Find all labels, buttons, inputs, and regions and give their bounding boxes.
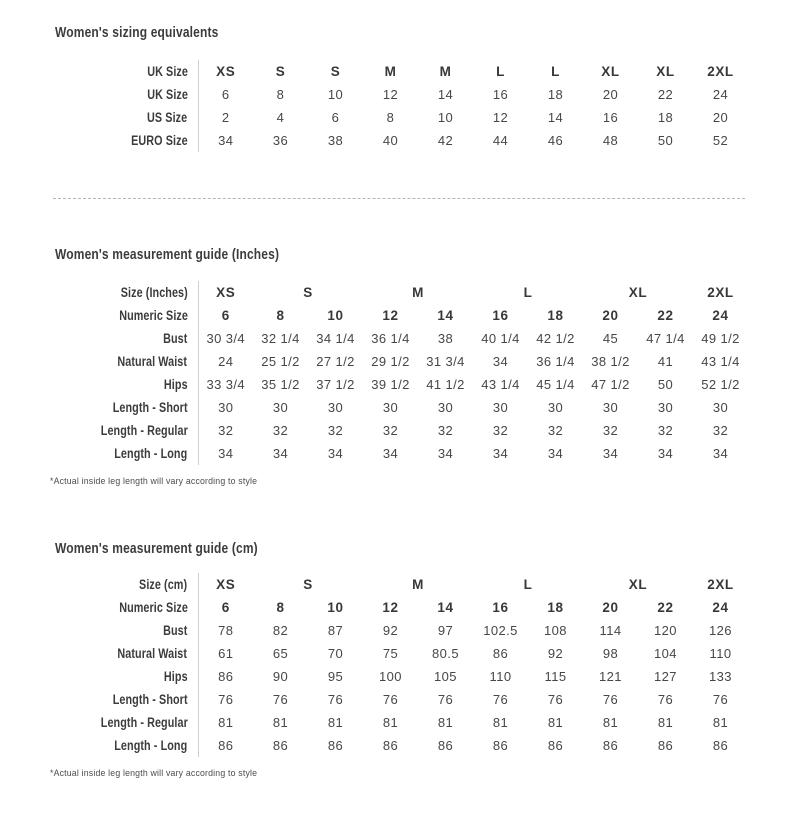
value-cell: 8 [276, 600, 285, 615]
table-row [48, 688, 748, 711]
row-label-text: Size (cm) [139, 577, 188, 592]
value-cell: 36 [272, 133, 289, 148]
value-cell: 47 1/4 [646, 331, 685, 346]
section-title-text: Women's measurement guide (Inches) [55, 246, 280, 263]
value-cell: 36 1/4 [536, 354, 575, 369]
value-cell: 20 [602, 600, 619, 615]
value-cell: 81 [602, 715, 619, 730]
value-cell: 81 [657, 715, 674, 730]
value-cell: 81 [547, 715, 564, 730]
table-row [48, 281, 748, 304]
value-cell: 98 [602, 646, 619, 661]
row-label-text: Length - Long [114, 738, 188, 753]
value-cell: 115 [544, 669, 567, 684]
table-row [48, 596, 748, 619]
row-label-text: Natural Waist [117, 646, 188, 661]
sizing-equivalents-section [0, 24, 785, 152]
row-label-text: Numeric Size [118, 600, 188, 615]
value-cell: L [496, 64, 505, 79]
value-cell: 34 [382, 446, 399, 461]
value-cell: 22 [657, 87, 674, 102]
table-row [48, 642, 748, 665]
value-cell: 25 1/2 [261, 354, 300, 369]
row-label-text: Size (Inches) [120, 285, 188, 300]
value-cell: 105 [434, 669, 457, 684]
value-cell: M [384, 64, 397, 79]
value-cell: 30 [602, 400, 619, 415]
sizing-page [0, 24, 785, 779]
value-cell: 34 [657, 446, 674, 461]
value-cell: 12 [382, 87, 399, 102]
row-label [48, 573, 198, 596]
row-label [48, 304, 198, 327]
row-label-text: EURO Size [130, 133, 188, 148]
measurement-inches-table [48, 281, 748, 465]
row-label-text: Hips [163, 377, 188, 392]
value-cell: 24 [712, 600, 729, 615]
value-cell: XL [656, 64, 675, 79]
value-cell: 86 [602, 738, 619, 753]
value-cell: 44 [492, 133, 509, 148]
value-cell: 86 [218, 738, 234, 753]
value-cell: 78 [218, 623, 234, 638]
table-row [48, 396, 748, 419]
size-group-cell: L [523, 577, 533, 592]
value-cell: 22 [657, 308, 674, 323]
value-cell: 41 [657, 354, 674, 369]
value-cell: 42 [437, 133, 454, 148]
value-cell: 81 [218, 715, 234, 730]
value-cell: 20 [602, 308, 619, 323]
size-group-cell: M [412, 577, 424, 592]
row-label-text: UK Size [146, 87, 188, 102]
value-cell: 18 [547, 87, 564, 102]
value-cell: 50 [657, 133, 674, 148]
row-label-text: Numeric Size [118, 308, 188, 323]
value-cell: 12 [382, 600, 399, 615]
value-cell: 38 [437, 331, 454, 346]
table-row [48, 442, 748, 465]
value-cell: 38 1/2 [591, 354, 630, 369]
value-cell: 47 1/2 [591, 377, 630, 392]
value-cell: 86 [382, 738, 399, 753]
value-cell: 2 [221, 110, 230, 125]
value-cell: 37 1/2 [316, 377, 355, 392]
value-cell: 32 1/4 [261, 331, 300, 346]
row-label [48, 596, 198, 619]
value-cell: 16 [602, 110, 619, 125]
table-row [48, 419, 748, 442]
value-cell: S [330, 64, 341, 79]
value-cell: 100 [379, 669, 402, 684]
row-label-text: Bust [163, 331, 188, 346]
value-cell: 31 3/4 [426, 354, 465, 369]
value-cell: 126 [709, 623, 732, 638]
value-cell: 36 1/4 [371, 331, 410, 346]
row-label-text: US Size [147, 110, 188, 125]
value-cell: 86 [437, 738, 454, 753]
value-cell: 92 [547, 646, 564, 661]
value-cell: 76 [272, 692, 289, 707]
section-title-measurement-inches [55, 246, 785, 263]
value-cell: 43 1/4 [701, 354, 740, 369]
value-cell: 121 [599, 669, 622, 684]
value-cell: 10 [327, 87, 344, 102]
row-label-text: Natural Waist [117, 354, 188, 369]
value-cell: 75 [382, 646, 399, 661]
value-cell: 97 [437, 623, 454, 638]
table-row [48, 106, 748, 129]
value-cell: 81 [437, 715, 454, 730]
value-cell: 76 [712, 692, 729, 707]
value-cell: 8 [276, 87, 285, 102]
value-cell: 32 [327, 423, 344, 438]
value-cell: 76 [547, 692, 564, 707]
dashed-divider [53, 198, 745, 199]
value-cell: 86 [492, 738, 509, 753]
value-cell: 10 [327, 308, 344, 323]
value-cell: 76 [657, 692, 674, 707]
table-row [48, 619, 748, 642]
row-label [48, 83, 198, 106]
value-cell: 92 [382, 623, 399, 638]
row-label-text: Length - Long [114, 446, 188, 461]
value-cell: 70 [327, 646, 344, 661]
value-cell: 32 [437, 423, 454, 438]
row-label [48, 642, 198, 665]
measurement-cm-section [0, 540, 785, 779]
value-cell: 110 [489, 669, 512, 684]
row-label-text: Bust [163, 623, 188, 638]
value-cell: 24 [712, 308, 729, 323]
value-cell: 30 [272, 400, 289, 415]
value-cell: 34 [327, 446, 344, 461]
value-cell: 81 [327, 715, 344, 730]
footnote-text: *Actual inside leg length will vary according to style [50, 768, 258, 779]
value-cell: 14 [437, 308, 454, 323]
value-cell: 14 [437, 87, 454, 102]
value-cell: 43 1/4 [481, 377, 520, 392]
row-label-text: Length - Short [112, 400, 188, 415]
value-cell: 86 [492, 646, 509, 661]
value-cell: 30 [657, 400, 674, 415]
size-group-cell: S [303, 577, 313, 592]
row-label [48, 619, 198, 642]
value-cell: 81 [382, 715, 399, 730]
value-cell: 32 [547, 423, 564, 438]
value-cell: 30 [712, 400, 729, 415]
value-cell: 34 [547, 446, 564, 461]
row-label [48, 106, 198, 129]
value-cell: 52 1/2 [701, 377, 740, 392]
value-cell: 24 [218, 354, 234, 369]
table-row [48, 83, 748, 106]
value-cell: 34 [218, 133, 234, 148]
value-cell: 108 [544, 623, 567, 638]
value-cell: 8 [276, 308, 285, 323]
row-label-text: Length - Short [112, 692, 188, 707]
value-cell: 12 [492, 110, 509, 125]
section-title-text: Women's measurement guide (cm) [55, 540, 258, 557]
value-cell: 86 [218, 669, 234, 684]
value-cell: 16 [492, 600, 509, 615]
value-cell: 32 [657, 423, 674, 438]
value-cell: 40 1/4 [481, 331, 520, 346]
value-cell: 16 [492, 87, 509, 102]
value-cell: 81 [712, 715, 729, 730]
value-cell: 34 [492, 446, 509, 461]
value-cell: 114 [599, 623, 622, 638]
value-cell: 81 [492, 715, 509, 730]
table-row [48, 304, 748, 327]
value-cell: 76 [382, 692, 399, 707]
value-cell: 29 1/2 [371, 354, 410, 369]
value-cell: 8 [386, 110, 395, 125]
row-label [48, 711, 198, 734]
value-cell: 127 [654, 669, 677, 684]
value-cell: 65 [272, 646, 289, 661]
value-cell: XS [216, 64, 236, 79]
row-label [48, 665, 198, 688]
section-title-sizing-equivalents [55, 24, 785, 41]
size-group-cell: 2XL [707, 577, 734, 592]
value-cell: 104 [654, 646, 677, 661]
value-cell: 86 [272, 738, 289, 753]
value-cell: 76 [602, 692, 619, 707]
size-group-cell: L [523, 285, 533, 300]
value-cell: 76 [437, 692, 454, 707]
value-cell: 30 [547, 400, 564, 415]
value-cell: 22 [657, 600, 674, 615]
value-cell: 45 [602, 331, 619, 346]
table-row [48, 350, 748, 373]
value-cell: 50 [657, 377, 674, 392]
row-label [48, 281, 198, 304]
value-cell: 18 [657, 110, 674, 125]
table-row [48, 734, 748, 757]
value-cell: 82 [272, 623, 289, 638]
value-cell: 20 [712, 110, 729, 125]
value-cell: 86 [547, 738, 564, 753]
value-cell: 42 1/2 [536, 331, 575, 346]
value-cell: 76 [327, 692, 344, 707]
value-cell: 41 1/2 [426, 377, 465, 392]
value-cell: 34 [437, 446, 454, 461]
value-cell: 32 [602, 423, 619, 438]
value-cell: 18 [547, 600, 564, 615]
table-row [48, 60, 748, 83]
value-cell: 86 [657, 738, 674, 753]
row-label [48, 442, 198, 465]
value-cell: 30 [382, 400, 399, 415]
value-cell: 46 [547, 133, 564, 148]
value-cell: 35 1/2 [261, 377, 300, 392]
table-row [48, 665, 748, 688]
value-cell: 61 [218, 646, 234, 661]
value-cell: 45 1/4 [536, 377, 575, 392]
table-row [48, 129, 748, 152]
value-cell: 32 [218, 423, 234, 438]
table-row [48, 573, 748, 596]
inches-footnote [50, 476, 785, 487]
row-label [48, 734, 198, 757]
value-cell: 76 [218, 692, 234, 707]
value-cell: 10 [437, 110, 454, 125]
value-cell: 14 [437, 600, 454, 615]
measurement-cm-table [48, 573, 748, 757]
value-cell: 30 [218, 400, 234, 415]
value-cell: 33 3/4 [206, 377, 246, 392]
value-cell: 2XL [707, 64, 734, 79]
row-label [48, 419, 198, 442]
value-cell: 30 3/4 [206, 331, 246, 346]
value-cell: 95 [327, 669, 344, 684]
value-cell: 86 [327, 738, 344, 753]
size-group-cell: 2XL [707, 285, 734, 300]
row-label-text: Length - Regular [100, 423, 188, 438]
value-cell: M [439, 64, 452, 79]
size-group-cell: XL [628, 577, 648, 592]
value-cell: 14 [547, 110, 564, 125]
row-label [48, 350, 198, 373]
size-group-cell: M [412, 285, 424, 300]
value-cell: 133 [709, 669, 732, 684]
value-cell: 6 [221, 600, 230, 615]
value-cell: 30 [492, 400, 509, 415]
value-cell: 34 [712, 446, 729, 461]
value-cell: 87 [327, 623, 344, 638]
sizing-equivalents-table [48, 60, 748, 152]
table-row [48, 373, 748, 396]
value-cell: 34 [218, 446, 234, 461]
value-cell: 110 [709, 646, 732, 661]
value-cell: 34 [272, 446, 289, 461]
value-cell: 52 [712, 133, 729, 148]
value-cell: 18 [547, 308, 564, 323]
value-cell: 32 [382, 423, 399, 438]
value-cell: 102.5 [483, 623, 518, 638]
value-cell: 24 [712, 87, 729, 102]
table-row [48, 711, 748, 734]
row-label-text: Hips [163, 669, 188, 684]
value-cell: 32 [492, 423, 509, 438]
value-cell: 49 1/2 [701, 331, 740, 346]
measurement-inches-section [0, 246, 785, 487]
value-cell: 12 [382, 308, 399, 323]
value-cell: 39 1/2 [371, 377, 410, 392]
value-cell: 32 [712, 423, 729, 438]
value-cell: 34 [602, 446, 619, 461]
value-cell: 30 [437, 400, 454, 415]
row-label-text: UK Size [146, 64, 188, 79]
value-cell: 32 [272, 423, 289, 438]
value-cell: 81 [272, 715, 289, 730]
value-cell: 20 [602, 87, 619, 102]
value-cell: 27 1/2 [316, 354, 355, 369]
section-title-measurement-cm [55, 540, 785, 557]
size-group-cell: S [303, 285, 313, 300]
size-group-cell: XS [216, 577, 236, 592]
row-label [48, 373, 198, 396]
value-cell: XL [601, 64, 620, 79]
value-cell: 34 [492, 354, 509, 369]
section-title-text: Women's sizing equivalents [55, 24, 219, 41]
value-cell: 120 [654, 623, 677, 638]
value-cell: 16 [492, 308, 509, 323]
value-cell: 90 [272, 669, 289, 684]
value-cell: 10 [327, 600, 344, 615]
value-cell: 6 [221, 308, 230, 323]
size-group-cell: XS [216, 285, 236, 300]
value-cell: 40 [382, 133, 399, 148]
value-cell: 86 [712, 738, 729, 753]
cm-footnote [50, 768, 785, 779]
value-cell: 48 [602, 133, 619, 148]
value-cell: 30 [327, 400, 344, 415]
value-cell: 4 [276, 110, 285, 125]
value-cell: 6 [331, 110, 340, 125]
row-label [48, 327, 198, 350]
table-row [48, 327, 748, 350]
footnote-text: *Actual inside leg length will vary according to style [50, 476, 258, 487]
value-cell: 6 [221, 87, 230, 102]
row-label-text: Length - Regular [100, 715, 188, 730]
size-group-cell: XL [628, 285, 648, 300]
value-cell: S [275, 64, 286, 79]
value-cell: 34 1/4 [316, 331, 355, 346]
value-cell: 80.5 [432, 646, 459, 661]
value-cell: L [551, 64, 560, 79]
value-cell: 76 [492, 692, 509, 707]
row-label [48, 396, 198, 419]
row-label [48, 60, 198, 83]
value-cell: 38 [327, 133, 344, 148]
row-label [48, 129, 198, 152]
row-label [48, 688, 198, 711]
